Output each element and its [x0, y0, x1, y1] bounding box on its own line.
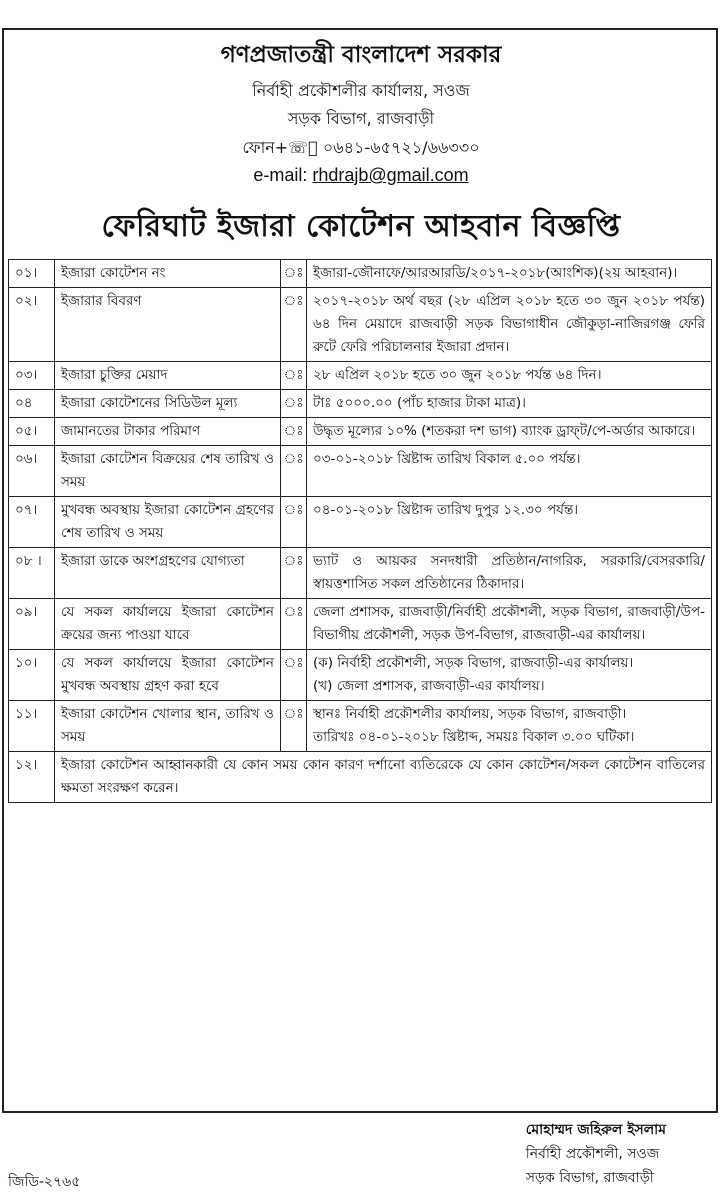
notice-title: ফেরিঘাট ইজারা কোটেশন আহবান বিজ্ঞপ্তি — [101, 209, 621, 244]
row-value-line: ০৪-০১-২০১৮ খ্রিষ্টাব্দ তারিখ দুপুর ১২.৩০ পর্যন্ত। — [313, 502, 579, 518]
row-separator: ঃ — [281, 390, 307, 418]
row-value — [307, 446, 712, 497]
row-value-line: (খ) জেলা প্রশাসক, রাজবাড়ী-এর কার্যালয়। — [313, 678, 545, 694]
notice-table-body — [9, 260, 712, 803]
row-number: ০৬। — [9, 446, 55, 497]
office-name: নির্বাহী প্রকৌশলীর কার্যালয়, সওজ — [252, 81, 470, 100]
row-number: ১০। — [9, 650, 55, 701]
row-label: ইজারার বিবরণ — [55, 288, 281, 362]
row-value — [307, 390, 712, 418]
row-value-line: টাঃ ৫০০০.০০ (পাঁচ হাজার টাকা মাত্র)। — [313, 395, 526, 411]
row-value — [307, 548, 712, 599]
row-value-line: উদ্ধৃত মূল্যের ১০% (শতকরা দশ ভাগ) ব্যাংক ড্রাফ্‌ট/পে-অর্ডার আকারে। — [313, 423, 696, 439]
signature-block — [526, 1118, 666, 1190]
row-label: ইজারা কোটেশন নং — [55, 260, 281, 288]
table-row — [9, 497, 712, 548]
row-separator: ঃ — [281, 446, 307, 497]
email-line — [0, 165, 722, 186]
row-value-line: ০৩-০১-২০১৮ খ্রিষ্টাব্দ তারিখ বিকাল ৫.০০ পর্যন্ত। — [313, 451, 581, 467]
row-value — [307, 497, 712, 548]
row-separator: ঃ — [281, 650, 307, 701]
row-label: জামানতের টাকার পরিমাণ — [55, 418, 281, 446]
table-row — [9, 260, 712, 288]
row-separator: ঃ — [281, 548, 307, 599]
table-row-reservation — [9, 752, 712, 803]
row-value-line: ২০১৭-২০১৮ অর্থ বছর (২৮ এপ্রিল ২০১৮ হতে ৩০ জুন ২০১৮ পর্যন্ত) ৬৪ দিন মেয়াদে রাজবাড়ী সড়ক বিভাগাধীন জৌকুড়া-নাজিরগঞ্জ ফেরি রুটে ফেরি পরিচালনার ইজারা প্রদান। — [313, 293, 705, 355]
row-value-line: স্থানঃ নির্বাহী প্রকৌশলীর কার্যালয়, সড়ক বিভাগ, রাজবাড়ী। — [313, 706, 627, 722]
row-value-line: তারিখঃ ০৪-০১-২০১৮ খ্রিষ্টাব্দ, সময়ঃ বিকাল ৩.০০ ঘটিকা। — [313, 729, 635, 745]
row-number: ০৫। — [9, 418, 55, 446]
table-row — [9, 701, 712, 752]
signatory-designation: নির্বাহী প্রকৌশলী, সওজ — [525, 1146, 660, 1162]
table-row — [9, 418, 712, 446]
row-separator: ঃ — [281, 599, 307, 650]
row-label: ইজারা কোটেশনের সিডিউল মূল্য — [55, 390, 281, 418]
row-value-line: (ক) নির্বাহী প্রকৌশলী, সড়ক বিভাগ, রাজবাড়ী-এর কার্যালয়। — [313, 655, 634, 671]
row-value — [307, 701, 712, 752]
row-value-line: ভ্যাট ও আয়কর সনদধারী প্রতিষ্ঠান/নাগরিক, সরকারি/বেসরকারি/স্বায়ত্তশাসিত সকল প্রতিষ্ঠানের ঠিকাদার। — [313, 553, 705, 592]
row-label: ইজারা কোটেশন খোলার স্থান, তারিখ ও সময় — [55, 701, 281, 752]
top-margin — [0, 0, 722, 24]
reference-number: জিডি-২৭৬৫ — [8, 1174, 81, 1190]
row-value — [307, 650, 712, 701]
division-name: সড়ক বিভাগ, রাজবাড়ী — [287, 109, 435, 128]
table-row — [9, 599, 712, 650]
row-separator: ঃ — [281, 260, 307, 288]
reservation-text: ইজারা কোটেশন আহ্বানকারী যে কোন সময় কোন কারণ দর্শানো ব্যতিরেকে যে কোন কোটেশন/সকল কোটেশন বাতিলের ক্ষমতা সংরক্ষণ করেন। — [55, 752, 712, 803]
notice-table — [8, 259, 712, 803]
row-label: ইজারা কোটেশন বিক্রয়ের শেষ তারিখ ও সময় — [55, 446, 281, 497]
row-label: ইজারা ডাকে অংশগ্রহণের যোগ্যতা — [55, 548, 281, 599]
table-row — [9, 446, 712, 497]
table-row — [9, 390, 712, 418]
row-number: ০৩। — [9, 362, 55, 390]
government-title: গণপ্রজাতন্ত্রী বাংলাদেশ সরকার — [220, 42, 502, 68]
row-value-line: জেলা প্রশাসক, রাজবাড়ী/নির্বাহী প্রকৌশলী, সড়ক বিভাগ, রাজবাড়ী/উপ-বিভাগীয় প্রকৌশলী, সড়ক উপ-বিভাগ, রাজবাড়ী-এর কার্যালয়। — [313, 604, 705, 643]
row-value — [307, 362, 712, 390]
row-value — [307, 260, 712, 288]
table-row — [9, 650, 712, 701]
row-value — [307, 599, 712, 650]
signatory-office: সড়ক বিভাগ, রাজবাড়ী — [525, 1170, 654, 1186]
phone-line: ফোন+☏ঃ ০৬৪১-৬৫৭২১/৬৬৩৩০ — [242, 138, 480, 157]
signatory-name: মোহাম্মদ জহিরুল ইসলাম — [525, 1122, 666, 1138]
row-value-line: ২৮ এপ্রিল ২০১৮ হতে ৩০ জুন ২০১৮ পর্যন্ত ৬৪ দিন। — [313, 367, 602, 383]
row-number: ০৯। — [9, 599, 55, 650]
row-number: ০৭। — [9, 497, 55, 548]
row-label: যে সকল কার্যালয়ে ইজারা কোটেশন ক্রয়ের জন্য পাওয়া যাবে — [55, 599, 281, 650]
table-row — [9, 548, 712, 599]
row-number: ১১। — [9, 701, 55, 752]
row-separator: ঃ — [281, 362, 307, 390]
row-separator: ঃ — [281, 418, 307, 446]
row-separator: ঃ — [281, 701, 307, 752]
email-link[interactable]: rhdrajb@gmail.com — [312, 165, 469, 185]
row-value — [307, 288, 712, 362]
row-value-line: ইজারা-জৌনাফে/আরআরডি/২০১৭-২০১৮(আংশিক)(২য় আহবান)। — [313, 265, 678, 281]
row-label: যে সকল কার্যালয়ে ইজারা কোটেশন মুখবন্ধ অবস্থায় গ্রহণ করা হবে — [55, 650, 281, 701]
row-label: মুখবন্ধ অবস্থায় ইজারা কোটেশন গ্রহণের শেষ তারিখ ও সময় — [55, 497, 281, 548]
email-label: e-mail: — [253, 165, 313, 185]
row-number: ০৮ । — [9, 548, 55, 599]
table-row — [9, 362, 712, 390]
row-number: ০৪ — [9, 390, 55, 418]
row-number: ০২। — [9, 288, 55, 362]
table-row — [9, 288, 712, 362]
row-number: ১২। — [9, 752, 55, 803]
row-number: ০১। — [9, 260, 55, 288]
row-value — [307, 418, 712, 446]
row-separator: ঃ — [281, 497, 307, 548]
row-separator: ঃ — [281, 288, 307, 362]
row-label: ইজারা চুক্তির মেয়াদ — [55, 362, 281, 390]
